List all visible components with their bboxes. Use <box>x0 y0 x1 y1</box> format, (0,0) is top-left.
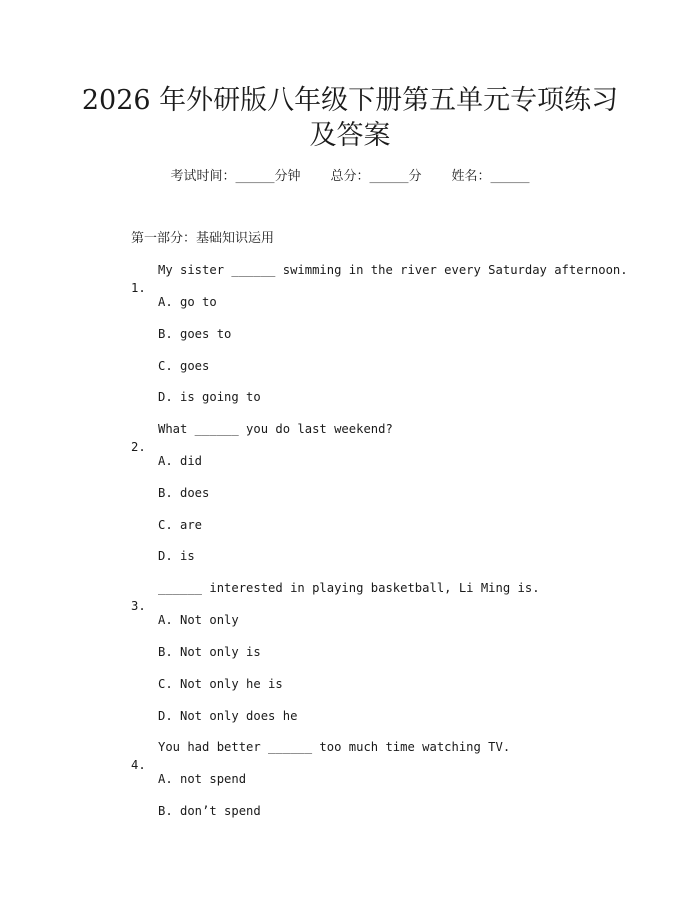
question-number: 1. <box>131 281 146 295</box>
option: D. Not only does he <box>158 709 298 723</box>
option: A. Not only <box>158 613 239 627</box>
exam-name: 姓名：______ <box>451 169 530 184</box>
option: D. is going to <box>158 390 261 404</box>
question-text: What ______ you do last weekend? <box>158 422 393 436</box>
option: C. Not only he is <box>158 677 283 691</box>
question-number: 3. <box>131 599 146 613</box>
question-text: My sister ______ swimming in the river every Saturday afternoon. <box>158 263 628 277</box>
option: C. are <box>158 518 203 532</box>
option: B. don’t spend <box>158 804 261 818</box>
exam-meta <box>0 168 700 186</box>
option: B. does <box>158 486 210 500</box>
question <box>0 579 146 633</box>
question <box>0 738 146 792</box>
title-line-1: 2026 年外研版八年级下册第五单元专项练习 <box>81 85 619 116</box>
option: D. is <box>158 549 195 563</box>
exam-score: 总分：______分 <box>330 169 422 184</box>
exam-time: 考试时间：______分钟 <box>170 169 301 184</box>
question-text: You had better ______ too much time watching TV. <box>158 740 511 754</box>
question-number: 4. <box>131 758 146 772</box>
option: B. Not only is <box>158 645 261 659</box>
question-text: ______ interested in playing basketball, Li Ming is. <box>158 581 540 595</box>
title-line-2: 及答案 <box>309 120 391 151</box>
question <box>0 420 146 474</box>
option: A. not spend <box>158 772 247 786</box>
question <box>0 261 146 315</box>
option: C. goes <box>158 359 210 373</box>
option: A. go to <box>158 295 217 309</box>
question-number: 2. <box>131 440 146 454</box>
section-heading: 第一部分：基础知识运用 <box>131 231 275 246</box>
option: A. did <box>158 454 203 468</box>
option: B. goes to <box>158 327 232 341</box>
